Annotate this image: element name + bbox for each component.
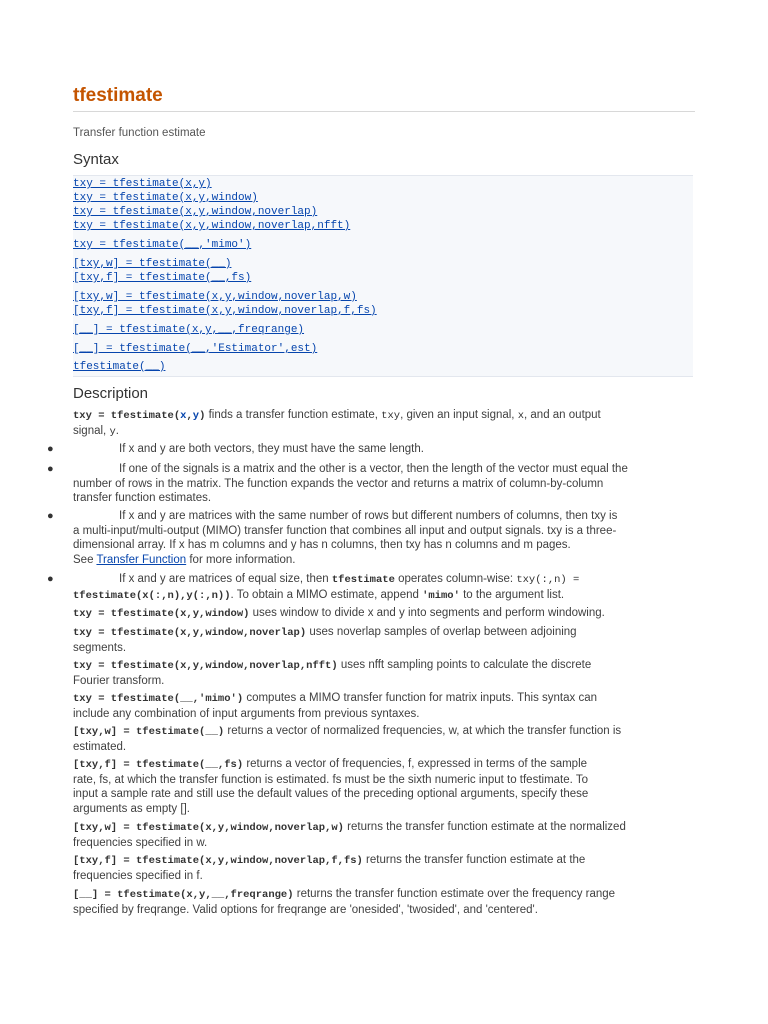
description-intro: txy = tfestimate(x,y) finds a transfer function estimate, txy, given an input signal, x, and an output signal, y. xyxy=(73,409,601,438)
bullet-dot-icon: ● xyxy=(47,443,54,455)
syntax-link[interactable]: tfestimate(__) xyxy=(73,361,166,373)
description-paragraph: [txy,f] = tfestimate(x,y,window,noverlap,f,fs) returns the transfer function estimate at the frequencies specified in f. xyxy=(73,854,586,882)
syntax-link[interactable]: [__] = tfestimate(x,y,__,freqrange) xyxy=(73,324,305,336)
description-paragraph: txy = tfestimate(x,y,window,noverlap,nfft) uses nfft sampling points to calculate the discrete Fourier transform. xyxy=(73,659,592,687)
description-paragraph: txy = tfestimate(__,'mimo') computes a MIMO transfer function for matrix inputs. This syntax can include any combination of input arguments from previous syntaxes. xyxy=(73,692,598,720)
description-paragraph: [txy,w] = tfestimate(x,y,window,noverlap,w) returns the transfer function estimate at the normalized frequencies specified in w. xyxy=(73,821,626,849)
description-paragraph: [txy,w] = tfestimate(__) returns a vector of normalized frequencies, w, at which the transfer function is estimated. xyxy=(73,725,622,753)
syntax-link[interactable]: [txy,f] = tfestimate(__,fs) xyxy=(73,272,252,284)
bullet-dot-icon: ● xyxy=(47,510,54,522)
syntax-link[interactable]: [txy,w] = tfestimate(x,y,window,noverlap,w) xyxy=(73,291,357,303)
syntax-link[interactable]: [__] = tfestimate(__,'Estimator',est) xyxy=(73,343,318,355)
description-paragraph: txy = tfestimate(x,y,window,noverlap) uses noverlap samples of overlap between adjoining segments. xyxy=(73,626,577,654)
syntax-link[interactable]: [txy,f] = tfestimate(x,y,window,noverlap,f,fs) xyxy=(73,305,377,317)
syntax-link[interactable]: txy = tfestimate(x,y,window) xyxy=(73,192,258,204)
syntax-link[interactable]: txy = tfestimate(x,y) xyxy=(73,178,212,190)
bullet-item: ● If one of the signals is a matrix and the other is a vector, then the length of the vector must equal the number of rows in the matrix. The function expands the vector and returns a matrix of column-by-column transfer function estimates. xyxy=(47,463,628,504)
syntax-link[interactable]: txy = tfestimate(x,y,window,noverlap,nfft) xyxy=(73,220,351,232)
syntax-link[interactable]: [txy,w] = tfestimate(__) xyxy=(73,258,232,270)
syntax-link[interactable]: txy = tfestimate(x,y,window,noverlap) xyxy=(73,206,318,218)
syntax-link[interactable]: txy = tfestimate(__,'mimo') xyxy=(73,239,252,251)
page-title: tfestimate xyxy=(73,85,163,106)
bullet-item: ● If x and y are matrices of equal size, then tfestimate operates column-wise: txy(:,n) = tfestimate(x(:,n),y(:,n)). To obtain a MIMO estimate, append 'mimo' to the argument list. xyxy=(47,573,580,602)
purpose-line: Transfer function estimate xyxy=(73,127,206,139)
bullet-item: ● If x and y are both vectors, they must have the same length. xyxy=(47,443,424,455)
title-divider xyxy=(73,111,695,112)
description-heading: Description xyxy=(73,385,149,402)
bullet-item: ● If x and y are matrices with the same number of rows but different numbers of columns, then txy is a multi-input/multi-output (MIMO) transfer function that combines all input and output signals. txy is a three- dimensional array. If x has m columns and y has n columns, then txy has n columns and m pages. See Transfer Function for more information. xyxy=(47,510,618,566)
description-paragraph: [__] = tfestimate(x,y,__,freqrange) returns the transfer function estimate over the frequency range specified by freqrange. Valid options for freqrange are 'onesided', 'twosided', and 'centered'. xyxy=(73,888,616,916)
bullet-dot-icon: ● xyxy=(47,463,54,475)
syntax-heading: Syntax xyxy=(73,151,119,168)
transfer-function-link[interactable]: Transfer Function xyxy=(96,553,187,566)
description-paragraph: [txy,f] = tfestimate(__,fs) returns a vector of frequencies, f, expressed in terms of the sample rate, fs, at which the transfer function is estimated. fs must be the sixth numeric input to tfestimate. To input a sample rate and still use the default values of the preceding optional arguments, specify these arguments as empty []. xyxy=(73,758,589,815)
description-paragraph: txy = tfestimate(x,y,window) uses window to divide x and y into segments and perform windowing. xyxy=(73,607,605,620)
bullet-dot-icon: ● xyxy=(47,573,54,585)
